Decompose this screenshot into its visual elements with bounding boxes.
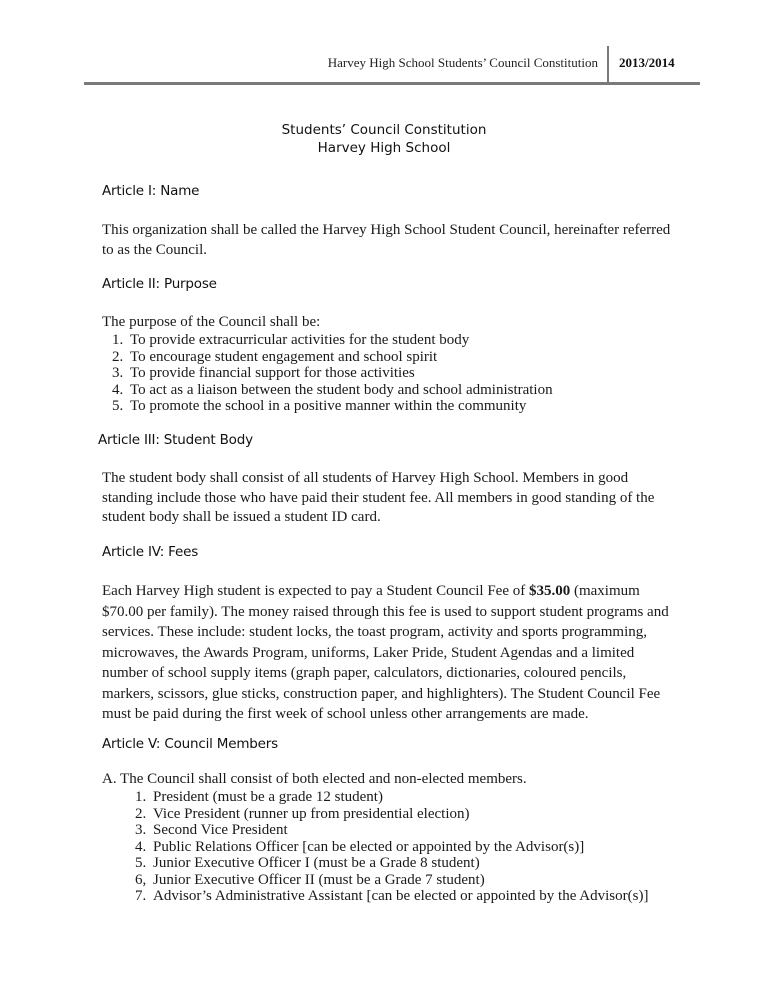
list-item: 1. To provide extracurricular activities for the student body <box>112 332 470 348</box>
document-subtitle: Harvey High School <box>317 140 451 156</box>
fee-amount: $35.00 <box>528 583 571 599</box>
article-3-heading: Article III: Student Body <box>98 432 253 448</box>
article-4-heading: Article IV: Fees <box>102 544 199 560</box>
header-rule <box>84 82 700 85</box>
article-4-text: Each Harvey High student is expected to pay a Student Council Fee of $35.00 (maximum $70.00 per family). The money raised through this fee is used to support student programs and services. These include: student locks, the toast program, activity and sports programming, microwaves, the Awards Program, uniforms, Laker Pride, Student Agendas and a limited number of school supply items (graph paper, calculators, dictionaries, coloured pencils, markers, scissors, glue sticks, construction paper, and highlighters). The Student Council Fee must be paid during the first week of school unless other arrangements are made. <box>102 583 669 722</box>
article-3-text: The student body shall consist of all students of Harvey High School. Members in good standing include those who have paid their student fee. All members in good standing of the student body shall be issued a student ID card. <box>102 470 655 525</box>
header-separator <box>607 46 609 85</box>
list-item: 5. Junior Executive Officer I (must be a Grade 8 student) <box>135 855 480 871</box>
list-item: 2. To encourage student engagement and school spirit <box>112 348 438 365</box>
header-year: 2013/2014 <box>619 55 675 70</box>
list-item: 6, Junior Executive Officer II (must be a Grade 7 student) <box>135 871 485 888</box>
purpose-list <box>112 332 553 415</box>
page-header <box>84 40 700 85</box>
article-5-intro: A. The Council shall consist of both elected and non-elected members. <box>102 771 527 787</box>
list-item: 5. To promote the school in a positive manner within the community <box>112 398 527 414</box>
list-item: 7. Advisor’s Administrative Assistant [can be elected or appointed by the Advisor(s)] <box>135 888 649 904</box>
council-members-list <box>135 789 648 905</box>
article-2-heading: Article II: Purpose <box>102 276 217 292</box>
article-5-heading: Article V: Council Members <box>102 736 278 752</box>
list-item: 1. President (must be a grade 12 student) <box>135 789 383 805</box>
list-item: 2. Vice President (runner up from presidential election) <box>135 805 470 822</box>
header-title: Harvey High School Students’ Council Constitution <box>327 55 598 70</box>
article-1-text: This organization shall be called the Harvey High School Student Council, hereinafter referred to as the Council. <box>102 222 671 258</box>
list-item: 3. Second Vice President <box>135 822 288 838</box>
list-item: 4. To act as a liaison between the student body and school administration <box>112 381 553 398</box>
article-2-intro: The purpose of the Council shall be: <box>102 314 321 330</box>
list-item: 4. Public Relations Officer [can be elected or appointed by the Advisor(s)] <box>135 838 585 855</box>
article-1-heading: Article I: Name <box>102 183 200 199</box>
list-item: 3. To provide financial support for those activities <box>112 365 415 381</box>
document-title: Students’ Council Constitution <box>281 122 487 138</box>
